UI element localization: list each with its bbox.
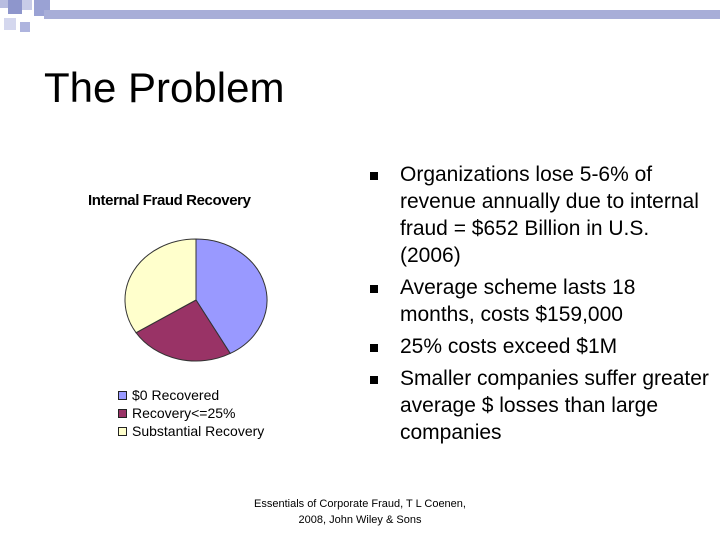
legend-item [118, 386, 264, 404]
bullet-text: Smaller companies suffer greater average $ losses than large companies [400, 367, 709, 444]
slide-title: The Problem [44, 64, 285, 111]
square-bullet-icon [370, 172, 378, 180]
square-bullet-icon [370, 376, 378, 384]
citation: Essentials of Corporate Fraud, T L Coenen, 2008, John Wiley & Sons [254, 498, 466, 526]
bullet-text: Organizations lose 5-6% of revenue annually due to internal fraud = $652 Billion in U.S. (2006) [400, 163, 699, 267]
chart-title: Internal Fraud Recovery [88, 192, 251, 209]
bullet-item [370, 274, 710, 328]
legend-label: Substantial Recovery [132, 423, 265, 439]
legend-item [118, 422, 264, 440]
pie-chart [110, 230, 280, 370]
legend-item [118, 404, 264, 422]
bullet-text: Average scheme lasts 18 months, costs $159,000 [400, 276, 636, 326]
legend-label: Recovery<=25% [132, 405, 236, 421]
legend-label: $0 Recovered [132, 387, 220, 403]
square-bullet-icon [370, 344, 378, 352]
header-decoration [0, 0, 720, 50]
bullet-item [370, 161, 710, 269]
legend-swatch [118, 427, 127, 436]
bullet-item [370, 365, 710, 446]
bullet-text: 25% costs exceed $1M [400, 335, 618, 358]
legend-swatch [118, 391, 127, 400]
legend-swatch [118, 409, 127, 418]
bullet-list [370, 161, 710, 451]
square-bullet-icon [370, 285, 378, 293]
chart-legend [118, 386, 264, 440]
bullet-item [370, 333, 710, 360]
